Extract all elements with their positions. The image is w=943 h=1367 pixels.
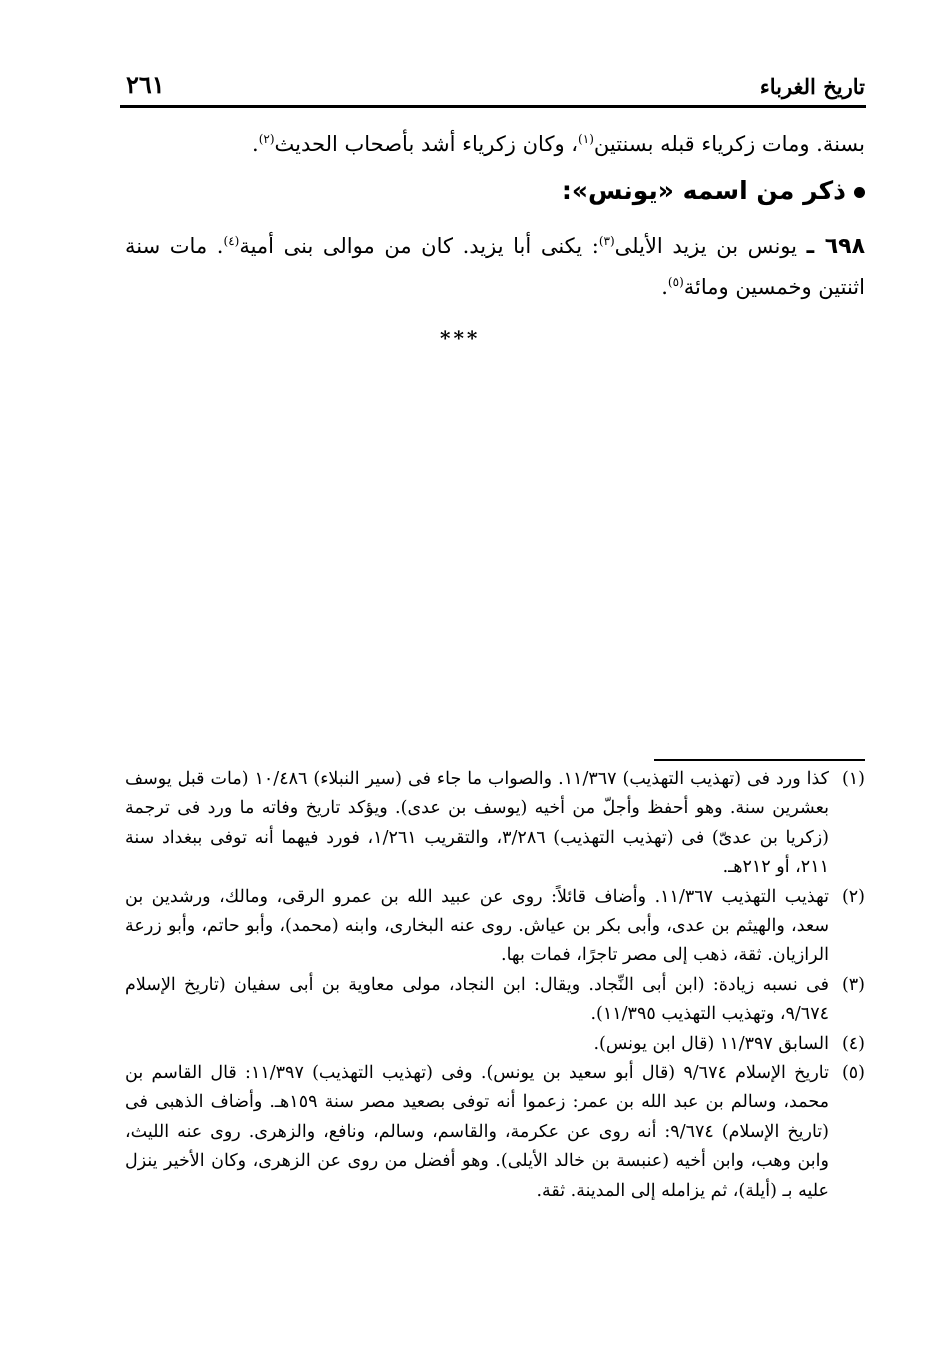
footnote-marker: (٥) — [841, 1063, 865, 1084]
section-heading-text: ذكر من اسمه «يونس»: — [561, 176, 846, 205]
page-header — [120, 66, 865, 102]
footnote-text: فى نسبه زيادة: (ابن أبى النِّجاد. ويقال: ابن النجاد، مولى معاوية بن أبى سفيان (تاريخ الإسلام ٩/٦٧٤، وتهذيب التهذيب ١١/٣٩٥). — [125, 974, 829, 1025]
running-title: تاريخ الغرباء — [759, 74, 865, 99]
biography-entry — [125, 226, 865, 308]
entry-number: ٦٩٨ ـ — [806, 234, 866, 259]
footnote-marker: (٤) — [841, 1033, 865, 1054]
footnote-marker: (٣) — [841, 974, 865, 995]
footnote-ref-3: (٣) — [598, 234, 615, 248]
footnote-text: كذا ورد فى (تهذيب التهذيب) ١١/٣٦٧. والصواب ما جاء فى (سير النبلاء) ١٠/٤٨٦ (مات قبل يوسف بعشرين سنة. وهو أحفظ وأجلّ من أخيه (يوسف بن عدى). ويؤكد تاريخ وفاته ما ورد فى ترجمة (زكريا بن عدىّ) فى (تهذيب التهذيب) ٣/٢٨٦، والتقريب ١/٢٦١، فورد فيهما أنه توفى ببغداد سنة ٢١١، أو ٢١٢هـ. — [125, 769, 830, 878]
paragraph-text: ، وكان زكرياء أشد بأصحاب الحديث — [274, 132, 579, 156]
section-separator-stars: *** — [440, 326, 481, 350]
footnote-marker: (١) — [841, 769, 865, 789]
bullet-icon — [854, 187, 865, 198]
footnote-ref-4: (٤) — [223, 234, 240, 248]
footnote-text: السابق ١١/٣٩٧ (قال ابن يونس). — [593, 1033, 829, 1054]
footnote-2 — [125, 883, 865, 971]
footnote-ref-5: (٥) — [667, 275, 684, 289]
footnotes — [125, 765, 865, 1206]
entry-text: يونس بن يزيد الأيلى — [614, 234, 807, 258]
opening-paragraph — [125, 124, 865, 165]
entry-end: . — [661, 275, 668, 299]
footnote-3 — [125, 971, 865, 1030]
footnote-ref-2: (٢) — [258, 132, 275, 146]
paragraph-text: بسنة. ومات زكرياء قبله بسنتين — [593, 132, 865, 156]
footnote-marker: (٢) — [841, 886, 865, 907]
section-heading — [562, 176, 865, 205]
footnote-rule — [654, 759, 865, 761]
footnote-1 — [125, 765, 865, 883]
entry-text: : يكنى أبا يزيد. كان من موالى بنى أمية — [239, 234, 599, 258]
footnote-text: تاريخ الإسلام ٩/٦٧٤ (قال أبو سعيد بن يونس). وفى (تهذيب التهذيب) ١١/٣٩٧: قال القاسم بن محمد، وسالم بن عبد الله بن عمر: زعموا أنه توفى بصعيد مصر سنة ١٥٩هـ. وأضاف الذهبى فى (تاريخ الإسلام) ٩/٦٧٤: أنه روى عن عكرمة، والقاسم، وسالم، ونافع، والزهرى. روى عنه الليث، وابن وهب، وابن أخيه (عنبسة بن خالد الأيلى). وهو أفضل من روى عن الزهرى، وكان الأخير ينزل عليه بـ (أيلة)، ثم يزامله إلى المدينة. ثقة. — [125, 1063, 829, 1201]
footnote-ref-1: (١) — [578, 132, 594, 146]
page-number: ٢٦١ — [126, 70, 165, 99]
footnote-5 — [125, 1059, 865, 1206]
header-rule — [120, 105, 866, 108]
paragraph-end: . — [252, 132, 259, 156]
entry-text: . مات سنة اثنتين وخمسين ومائة — [125, 234, 865, 299]
footnote-text: تهذيب التهذيب ١١/٣٦٧. وأضاف قائلاً: روى عن عبيد الله بن عمرو الرقى، ومالك، ورشدين بن سعد، والهيثم بن عدى، وأبى بكر بن عياش. روى عنه البخارى، وابنه (محمد)، وأبو حاتم، وأبو زرعة الرازيان. ثقة، ذهب إلى مصر تاجرًا، فمات بها. — [125, 886, 829, 966]
footnote-4 — [125, 1030, 865, 1059]
